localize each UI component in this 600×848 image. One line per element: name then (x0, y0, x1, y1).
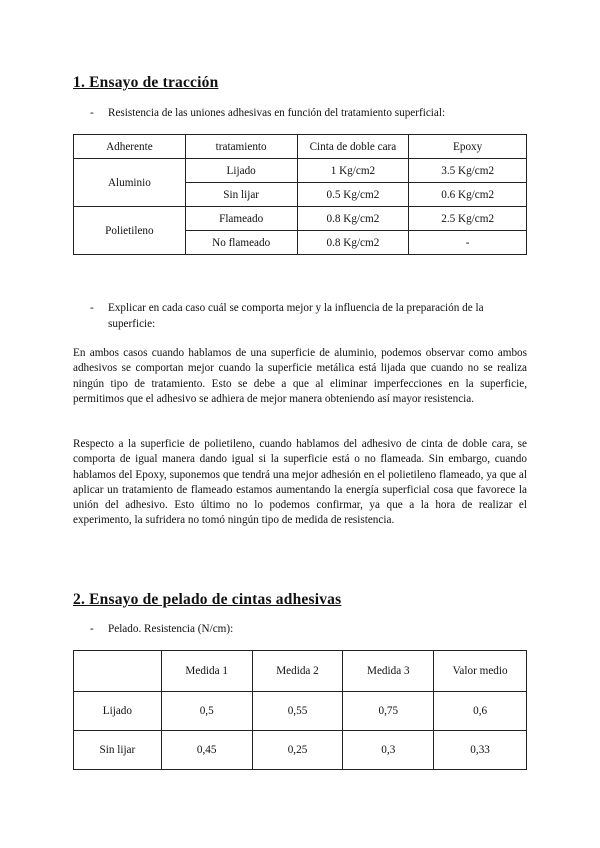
treatment-cell: Lijado (185, 159, 297, 183)
header-cell: Adherente (74, 135, 186, 159)
section-2-title: 2. Ensayo de pelado de cintas adhesivas (73, 591, 342, 608)
table-row (74, 159, 527, 183)
epoxy-cell: 2.5 Kg/cm2 (409, 207, 527, 231)
header-cell: Valor medio (434, 651, 527, 692)
value-cell: 0,6 (434, 692, 527, 731)
value-cell: 0,75 (343, 692, 434, 731)
value-cell: 0,33 (434, 731, 527, 770)
traction-table (73, 134, 527, 255)
table-row (74, 731, 527, 770)
header-cell: tratamiento (185, 135, 297, 159)
bullet-peel (90, 621, 530, 637)
value-cell: 0,5 (161, 692, 252, 731)
peel-table (73, 650, 527, 770)
value-cell: 0,55 (252, 692, 343, 731)
header-cell: Medida 2 (252, 651, 343, 692)
table-row (74, 692, 527, 731)
value-cell: 0,3 (343, 731, 434, 770)
header-cell: Medida 1 (161, 651, 252, 692)
value-cell: 0,25 (252, 731, 343, 770)
paragraph-aluminium: En ambos casos cuando hablamos de una superficie de aluminio, podemos observar como ambos adhesivos se comportan mejor cuando la superficie metálica está lijada que cuando no se realiza ningún tipo de tratamiento. Esto se debe a que al eliminar imperfecciones en la superficie, permitimos que el adhesivo se adhiera de mejor manera obteniendo así mayor resistencia. (73, 347, 527, 405)
epoxy-cell: 3.5 Kg/cm2 (409, 159, 527, 183)
bullet-resistance (90, 105, 530, 121)
tape-cell: 0.5 Kg/cm2 (297, 183, 409, 207)
bullet-text: Pelado. Resistencia (N/cm): (108, 623, 234, 635)
bullet-explain (90, 300, 530, 332)
treatment-cell: No flameado (185, 231, 297, 255)
row-label-cell: Lijado (74, 692, 162, 731)
table-header-row (74, 651, 527, 692)
section-1-title: 1. Ensayo de tracción (73, 74, 219, 91)
header-cell: Medida 3 (343, 651, 434, 692)
header-cell (74, 651, 162, 692)
epoxy-cell: 0.6 Kg/cm2 (409, 183, 527, 207)
value-cell: 0,45 (161, 731, 252, 770)
row-label-cell: Sin lijar (74, 731, 162, 770)
tape-cell: 1 Kg/cm2 (297, 159, 409, 183)
tape-cell: 0.8 Kg/cm2 (297, 207, 409, 231)
bullet-text: Explicar en cada caso cuál se comporta mejor y la influencia de la preparación de la superficie: (108, 302, 484, 330)
treatment-cell: Flameado (185, 207, 297, 231)
table-row (74, 207, 527, 231)
bullet-dash: - (90, 302, 94, 314)
bullet-dash: - (90, 623, 94, 635)
adherent-cell: Aluminio (74, 159, 186, 207)
tape-cell: 0.8 Kg/cm2 (297, 231, 409, 255)
bullet-text: Resistencia de las uniones adhesivas en función del tratamiento superficial: (108, 107, 446, 119)
epoxy-cell: - (409, 231, 527, 255)
bullet-dash: - (90, 107, 94, 119)
header-cell: Epoxy (409, 135, 527, 159)
header-cell: Cinta de doble cara (297, 135, 409, 159)
adherent-cell: Polietileno (74, 207, 186, 255)
table-header-row (74, 135, 527, 159)
treatment-cell: Sin lijar (185, 183, 297, 207)
paragraph-polyethylene: Respecto a la superficie de polietileno, cuando hablamos del adhesivo de cinta de doble cara, se comporta de igual manera dando igual si la superficie está o no flameada. Sin embargo, cuando hablamos del Epoxy, suponemos que tendrá una mejor adhesión en el polietileno flameado, ya que al aplicar un tratamiento de flameado estamos aumentando la energía superficial cosa que favorece la unión del adhesivo. Esto último no lo podemos confirmar, ya que a la hora de realizar el experimento, la sufridera no tomó ningún tipo de medida de resistencia. (73, 438, 527, 527)
